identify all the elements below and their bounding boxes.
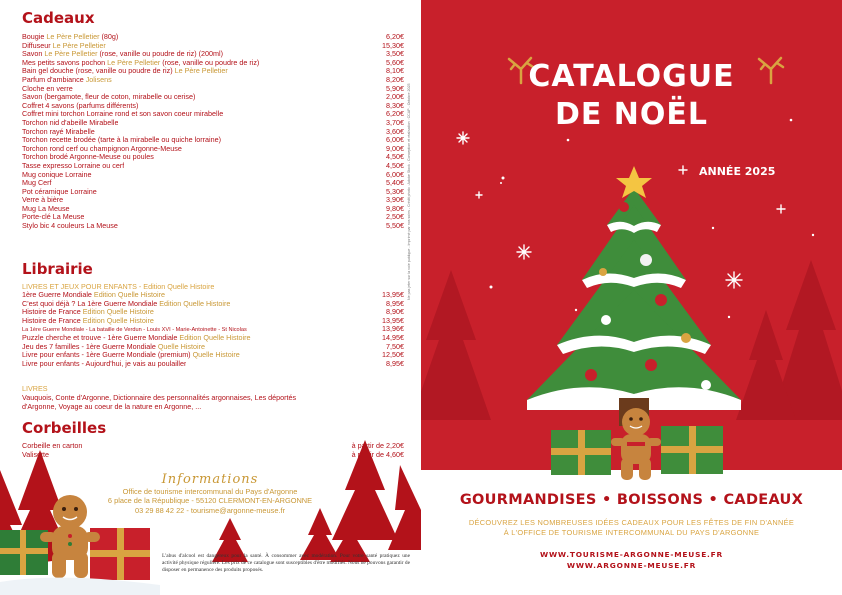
item-name xyxy=(22,153,154,162)
item-price: 4,50€ xyxy=(386,153,404,162)
cover-year: ANNÉE 2025 xyxy=(699,165,776,178)
item-label: Savon (bergamote, fleur de coton, mirabelle ou cerise) xyxy=(22,93,196,102)
item-label: Diffuseur xyxy=(22,41,53,50)
website-link-tourisme[interactable]: WWW.TOURISME-ARGONNE-MEUSE.FR xyxy=(540,550,723,559)
item-label: Bougie xyxy=(22,33,47,41)
cover-title-line-1: CATALOGUE xyxy=(528,59,735,94)
list-item xyxy=(22,308,404,317)
livres-head: LIVRES xyxy=(22,384,48,393)
item-name xyxy=(22,351,240,360)
item-brand: Quelle Histoire xyxy=(192,351,240,360)
item-name xyxy=(22,291,165,300)
list-item xyxy=(22,343,404,352)
informations-line-3[interactable]: 03 29 88 42 22 - tourisme@argonne-meuse.fr xyxy=(134,505,286,515)
item-name xyxy=(22,67,228,76)
item-price: 5,40€ xyxy=(386,179,404,188)
item-name xyxy=(22,162,124,171)
item-brand: Le Père Pelletier xyxy=(46,33,100,41)
item-price: 4,50€ xyxy=(386,161,404,170)
section-title-librairie: Librairie xyxy=(22,260,93,278)
list-item xyxy=(22,317,404,326)
item-label: 1ère Guerre Mondiale xyxy=(22,291,94,299)
cadeaux-list xyxy=(22,33,404,231)
cover-tagline: GOURMANDISES • BOISSONS • CADEAUX xyxy=(459,492,804,508)
informations-box xyxy=(80,472,340,515)
item-name xyxy=(22,317,154,326)
item-price: 5,50€ xyxy=(386,222,404,231)
livres-text-1: Vauquois, Conte d'Argonne, Dictionnaire des personnalités argonnaises, Les déportés xyxy=(22,393,297,402)
item-brand: Le Père Pelletier xyxy=(107,58,161,67)
informations-title: Informations xyxy=(161,472,259,487)
item-name xyxy=(22,334,251,343)
livres-block xyxy=(22,384,404,411)
item-label: Verre à bière xyxy=(22,196,64,205)
item-label: Mug La Meuse xyxy=(22,204,70,213)
item-name xyxy=(22,360,186,369)
item-name xyxy=(22,213,84,222)
item-label: Torchon recette brodée (tarte à la mirabelle ou quiche lorraine) xyxy=(22,136,221,145)
item-brand: Le Père Pelletier xyxy=(52,41,106,50)
list-item xyxy=(22,291,404,300)
item-label: Tasse expresso Lorraine ou cerf xyxy=(22,161,125,170)
item-name xyxy=(22,93,195,102)
list-item xyxy=(22,325,404,334)
list-item xyxy=(22,213,404,222)
item-suffix: (rose, vanille ou poudre de riz) xyxy=(160,58,260,67)
item-name xyxy=(22,85,73,94)
item-label: Valisette xyxy=(22,450,50,459)
item-label: Porte-clé La Meuse xyxy=(22,213,85,222)
item-price: 8,30€ xyxy=(386,101,404,110)
list-item xyxy=(22,145,404,154)
section-title-corbeilles: Corbeilles xyxy=(22,419,107,437)
item-label: Jeu des 7 familles - 1ère Guerre Mondiale xyxy=(22,342,158,351)
list-item xyxy=(22,93,404,102)
item-price: 8,20€ xyxy=(386,75,404,84)
vertical-credit: Ne pas jeter sur la voie publique - Imprimé par nos soins - Crédit photo : Adobe Stock - Conception et réalisation : CCAP - Octobre 2025 xyxy=(407,83,411,300)
item-suffix: (rose, vanille ou poudre de riz) (200ml) xyxy=(97,50,223,59)
item-name xyxy=(22,50,223,59)
list-item xyxy=(22,119,404,128)
livres-text-2: d'Argonne, Voyage au coeur de la nature en Argonne, ... xyxy=(22,402,202,412)
list-item xyxy=(22,300,404,309)
item-label: Savon xyxy=(22,50,45,59)
item-name xyxy=(22,188,97,197)
item-name xyxy=(22,308,154,317)
item-price: 3,50€ xyxy=(386,50,404,59)
item-label: Livre pour enfants - 1ère Guerre Mondiale (premium) xyxy=(22,351,193,360)
item-label: Parfum d'ambiance xyxy=(22,75,86,84)
item-name xyxy=(22,102,138,111)
item-brand: Edition Quelle Histoire xyxy=(159,299,231,308)
list-item xyxy=(22,136,404,145)
list-item xyxy=(22,205,404,214)
cover-subtitle-2: À L'OFFICE DE TOURISME INTERCOMMUNAL DU PAYS D'ARGONNE xyxy=(503,528,760,537)
item-label: La 1ère Guerre Mondiale - La bataille de Verdun - Louis XVI - Marie-Antoinette - St Nicolas xyxy=(22,327,247,334)
item-brand: Le Père Pelletier xyxy=(174,67,228,76)
item-price: 8,95€ xyxy=(386,299,404,308)
list-item xyxy=(22,153,404,162)
alcohol-disclaimer: L'abus d'alcool est dangereux pour la santé. À consommer avec modération. Pour votre santé pratiquez une activité physique régulière. Les prix de ce catalogue sont susceptibles d'être modifiés. Nous ne pouvons garantir de disposer en permanence des produits proposés. xyxy=(162,553,410,574)
item-label: Mug conique Lorraine xyxy=(22,170,92,179)
item-name xyxy=(22,179,52,188)
list-item xyxy=(22,222,404,231)
item-price: 15,30€ xyxy=(382,41,404,50)
list-item xyxy=(22,42,404,51)
cover-page xyxy=(421,0,842,595)
item-name xyxy=(22,205,70,214)
item-name xyxy=(22,76,112,85)
item-name xyxy=(22,343,205,352)
item-label: Torchon rayé Mirabelle xyxy=(22,127,95,136)
informations-line-1: Office de tourisme intercommunal du Pays d'Argonne xyxy=(122,487,298,496)
item-price: 9,00€ xyxy=(386,144,404,153)
cover-subtitle-1: DÉCOUVREZ LES NOMBREUSES IDÉES CADEAUX POUR LES FÊTES DE FIN D'ANNÉE xyxy=(468,518,795,527)
item-price: 7,50€ xyxy=(386,342,404,351)
item-label: Cloche en verre xyxy=(22,84,73,93)
cover-title-line-2: DE NOËL xyxy=(554,97,709,132)
item-price: 5,30€ xyxy=(386,187,404,196)
item-label: Bain gel douche (rose, vanille ou poudre de riz) xyxy=(22,67,175,76)
item-name xyxy=(22,128,95,137)
item-price: 13,95€ xyxy=(382,291,404,299)
item-label: Mes petits savons pochon xyxy=(22,58,108,67)
item-name xyxy=(22,59,259,68)
list-item xyxy=(22,128,404,137)
item-price: 9,80€ xyxy=(386,204,404,213)
item-price: 13,96€ xyxy=(382,325,404,334)
item-price: 8,90€ xyxy=(386,308,404,317)
list-item xyxy=(22,110,404,119)
item-price: 3,90€ xyxy=(386,196,404,205)
list-item xyxy=(22,196,404,205)
gift-icon xyxy=(551,400,741,485)
item-suffix: (80g) xyxy=(99,33,119,41)
item-price: 2,50€ xyxy=(386,213,404,222)
list-item xyxy=(22,171,404,180)
item-price: 2,00€ xyxy=(386,93,404,102)
item-name xyxy=(22,110,223,119)
item-brand: Quelle Histoire xyxy=(157,342,205,351)
item-name xyxy=(22,326,247,334)
list-item xyxy=(22,179,404,188)
item-label: Histoire de France xyxy=(22,316,83,325)
item-brand: Edition Quelle Histoire xyxy=(82,308,154,317)
item-name xyxy=(22,136,221,145)
item-price: 6,20€ xyxy=(386,33,404,41)
item-name xyxy=(22,42,106,51)
librairie-list xyxy=(22,282,404,368)
item-label: Stylo bic 4 couleurs La Meuse xyxy=(22,222,118,231)
item-label: Torchon nid d'abeille Mirabelle xyxy=(22,118,119,127)
informations-line-2: 6 place de la République - 55120 CLERMONT-EN-ARGONNE xyxy=(107,496,313,506)
item-name xyxy=(22,171,92,180)
item-label: C'est quoi déjà ? La 1ère Guerre Mondiale xyxy=(22,299,160,308)
item-price: 3,60€ xyxy=(386,127,404,136)
list-item xyxy=(22,67,404,76)
item-label: Coffret 4 savons (parfums différents) xyxy=(22,101,139,110)
list-item xyxy=(22,162,404,171)
item-brand: Le Père Pelletier xyxy=(44,50,98,59)
item-price: 8,10€ xyxy=(386,67,404,76)
librairie-subhead: LIVRES ET JEUX POUR ENFANTS - Edition Quelle Histoire xyxy=(22,282,215,291)
item-price: à partir de 4,60€ xyxy=(351,450,404,459)
item-price: 6,20€ xyxy=(386,110,404,119)
list-item xyxy=(22,188,404,197)
item-brand: Jolisens xyxy=(85,75,112,84)
list-item xyxy=(22,76,404,85)
item-name xyxy=(22,33,118,42)
item-price: 8,95€ xyxy=(386,359,404,368)
list-item xyxy=(22,334,404,343)
item-name xyxy=(22,300,230,309)
item-name xyxy=(22,119,118,128)
item-price: 5,60€ xyxy=(386,58,404,67)
item-price: 12,50€ xyxy=(382,351,404,360)
item-name xyxy=(22,145,182,154)
librairie-items xyxy=(22,291,404,368)
list-item xyxy=(22,50,404,59)
website-link-argonne[interactable]: WWW.ARGONNE-MEUSE.FR xyxy=(566,561,697,570)
item-name xyxy=(22,222,118,231)
list-item xyxy=(22,351,404,360)
item-label: Torchon rond cerf ou champignon Argonne-Meuse xyxy=(22,144,182,153)
list-item xyxy=(22,102,404,111)
item-brand: Edition Quelle Histoire xyxy=(82,316,154,325)
list-item xyxy=(22,85,404,94)
item-label: Corbeille en carton xyxy=(22,442,83,450)
item-label: Livre pour enfants - Aujourd'hui, je vais au poulailler xyxy=(22,359,187,368)
item-label: Coffret mini torchon Lorraine rond et son savon coeur mirabelle xyxy=(22,110,224,119)
item-price: 14,95€ xyxy=(382,333,404,342)
item-brand: Edition Quelle Histoire xyxy=(93,291,166,299)
list-item xyxy=(22,33,404,42)
item-name xyxy=(22,196,63,205)
item-price: 13,95€ xyxy=(382,316,404,325)
item-label: Mug Cerf xyxy=(22,179,52,188)
item-label: Histoire de France xyxy=(22,308,83,317)
item-label: Puzzle cherche et trouve - 1ère Guerre Mondiale xyxy=(22,333,180,342)
item-price: 5,90€ xyxy=(386,84,404,93)
list-item xyxy=(22,59,404,68)
list-item xyxy=(22,360,404,369)
item-price: 3,70€ xyxy=(386,118,404,127)
item-label: Pot céramique Lorraine xyxy=(22,187,97,196)
item-price: à partir de 2,20€ xyxy=(351,442,404,450)
item-label: Torchon brodé Argonne-Meuse ou poules xyxy=(22,153,154,162)
item-price: 6,00€ xyxy=(386,170,404,179)
item-price: 6,00€ xyxy=(386,136,404,145)
item-brand: Edition Quelle Histoire xyxy=(179,333,251,342)
section-title-cadeaux: Cadeaux xyxy=(22,9,95,27)
